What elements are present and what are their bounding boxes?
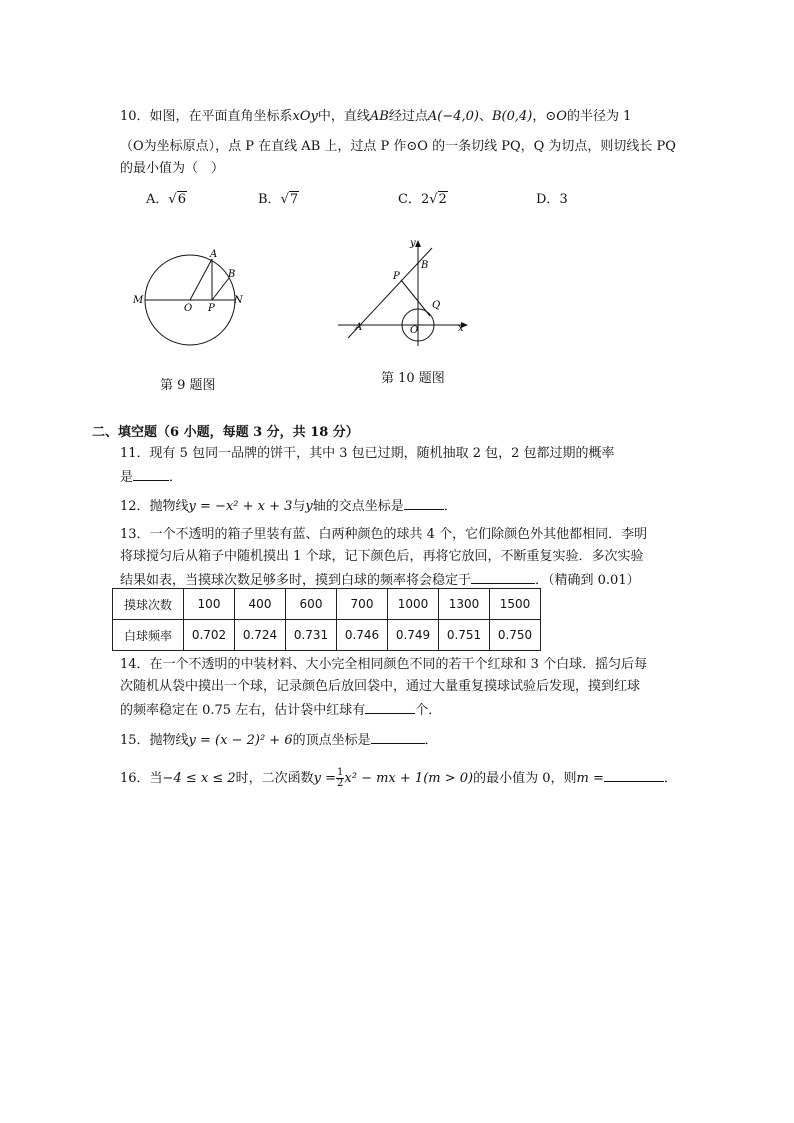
option-radicand: 7: [289, 192, 299, 207]
q10-point-b: B(0,4): [492, 109, 533, 124]
option-letter: A．: [146, 192, 169, 207]
q11-line1: 11．现有 5 包同一品牌的饼干，其中 3 包已过期，随机抽取 2 包，2 包都过期的概率: [120, 446, 615, 461]
fig9-label-p: P: [208, 303, 215, 314]
q10-point-a: A(−4,0): [427, 109, 479, 124]
q10-option-b: B．√7: [258, 192, 299, 207]
fig9-label-m: M: [133, 295, 144, 306]
fig10-label-a: A: [355, 322, 363, 333]
q10-line2: （O为坐标原点），点 P 在直线 AB 上，过点 P 作⊙O 的一条切线 PQ，Q 为切点，则切线长 PQ: [120, 139, 676, 154]
q16-condition: −4 ≤ x ≤ 2: [162, 771, 236, 786]
q15-expression: y = (x − 2)² + 6: [188, 733, 293, 748]
fig9-line-oa: [190, 259, 212, 300]
q10-option-d: [536, 192, 568, 208]
fig10-label-b: B: [421, 260, 429, 271]
q10-text-b: 中，直线: [317, 109, 370, 124]
q11-line2: 是 ．: [120, 470, 183, 485]
q10-line3: 的最小值为（ ）: [120, 161, 225, 176]
fig10-caption: 第 10 题图: [381, 371, 445, 386]
q13-answer-blank[interactable]: [471, 571, 535, 584]
q13-line1: 13．一个不透明的箱子里装有蓝、白两种颜色的球共 4 个，它们除颜色外其他都相同．李明: [120, 527, 648, 542]
fig9-label-o: O: [184, 303, 193, 314]
option-letter: B．: [258, 192, 281, 207]
q10-o: O: [556, 109, 567, 124]
table-cell: 1000: [388, 589, 439, 620]
table-cell: 1300: [439, 589, 490, 620]
fig10-tangent-pq: [401, 280, 430, 316]
section-title: 二、填空题（6 小题，每题 3 分，共 18 分）: [92, 425, 359, 440]
q16-expression: x² − mx + 1(m > 0): [344, 771, 474, 786]
q14-line1: 14．在一个不透明的中装材料、大小完全相同颜色不同的若干个红球和 3 个白球．摇匀后每: [120, 657, 648, 672]
fig9-caption: 第 9 题图: [160, 378, 216, 393]
table-cell: 400: [235, 589, 286, 620]
q10-ab: AB: [369, 109, 389, 124]
fig10-label-x: x: [458, 323, 464, 334]
q15-line: 15．抛物线y = (x − 2)² + 6的顶点坐标是 ．: [120, 733, 438, 748]
q16-line: 16．当−4 ≤ x ≤ 2时，二次函数y = $\frac{1}{2}$ x² − mx + 1(m > 0)的最小值为 0，则m = ．: [120, 767, 677, 789]
table-header-cell: 白球频率: [113, 620, 184, 651]
option-radicand: 6: [177, 192, 186, 207]
q10-text-e: 的半径为 1: [566, 109, 632, 124]
q10-sep: 、: [478, 109, 492, 124]
q10-text-a: 10．如图，在平面直角坐标系: [120, 109, 293, 124]
fig10-label-o: O: [410, 325, 419, 336]
table-cell: 700: [337, 589, 388, 620]
option-value: 3: [559, 192, 568, 207]
q13-frequency-table: [112, 588, 541, 651]
fig9-line-pb: [212, 278, 229, 300]
fig10-label-y: y: [410, 238, 416, 249]
table-cell: 0.750: [490, 620, 541, 651]
fig10-label-p: P: [393, 271, 400, 282]
figure-10: [330, 236, 475, 352]
fig10-label-q: Q: [432, 300, 441, 311]
q10-xoy: xOy: [292, 109, 318, 124]
table-cell: 100: [184, 589, 235, 620]
q10-text-c: 经过点: [388, 109, 428, 124]
table-row: [113, 620, 541, 651]
q16-answer-blank[interactable]: [604, 769, 664, 782]
q12-expression: y = −x² + x + 3: [188, 499, 293, 514]
table-cell: 600: [286, 589, 337, 620]
figure-9: [128, 245, 248, 365]
q16-fraction: $\frac{1}{2}$: [337, 767, 344, 789]
option-letter: C．: [398, 192, 421, 207]
table-row: [113, 589, 541, 620]
q11-answer-blank[interactable]: [133, 468, 169, 481]
q15-answer-blank[interactable]: [371, 731, 425, 744]
option-radicand: 2: [438, 192, 447, 207]
q14-line2: 次随机从袋中摸出一个球，记录颜色后放回袋中，通过大量重复摸球试验后发现，摸到红球: [120, 679, 641, 694]
table-cell: 0.724: [235, 620, 286, 651]
q14-line3: 的频率稳定在 0.75 左右，估计袋中红球有 个．: [120, 703, 442, 718]
q13-line2: 将球搅匀后从箱子中随机摸出 1 个球，记下颜色后，再将它放回，不断重复实验．多次实验: [120, 549, 644, 564]
table-header-cell: 摸球次数: [113, 589, 184, 620]
option-letter: D．: [536, 192, 560, 207]
q12-line: 12．抛物线y = −x² + x + 3与y轴的交点坐标是 ．: [120, 499, 457, 514]
q12-answer-blank[interactable]: [404, 497, 444, 510]
table-cell: 0.731: [286, 620, 337, 651]
fig10-y-arrow: [415, 240, 421, 247]
fig9-label-a: A: [210, 249, 218, 260]
table-cell: 0.746: [337, 620, 388, 651]
q10-line1: [120, 109, 631, 125]
table-cell: 0.751: [439, 620, 490, 651]
q10-option-c: C．2√2: [398, 192, 447, 207]
q10-option-a: A．√6: [146, 192, 186, 207]
fig9-label-b: B: [228, 269, 236, 280]
q10-text-d: ，⊙: [532, 109, 557, 124]
fig9-label-n: N: [234, 295, 243, 306]
table-cell: 1500: [490, 589, 541, 620]
q13-line3: 结果如表，当摸球次数足够多时，摸到白球的频率将会稳定于 ．（精确到 0.01）: [120, 573, 640, 588]
table-cell: 0.749: [388, 620, 439, 651]
table-cell: 0.702: [184, 620, 235, 651]
q14-answer-blank[interactable]: [365, 701, 415, 714]
